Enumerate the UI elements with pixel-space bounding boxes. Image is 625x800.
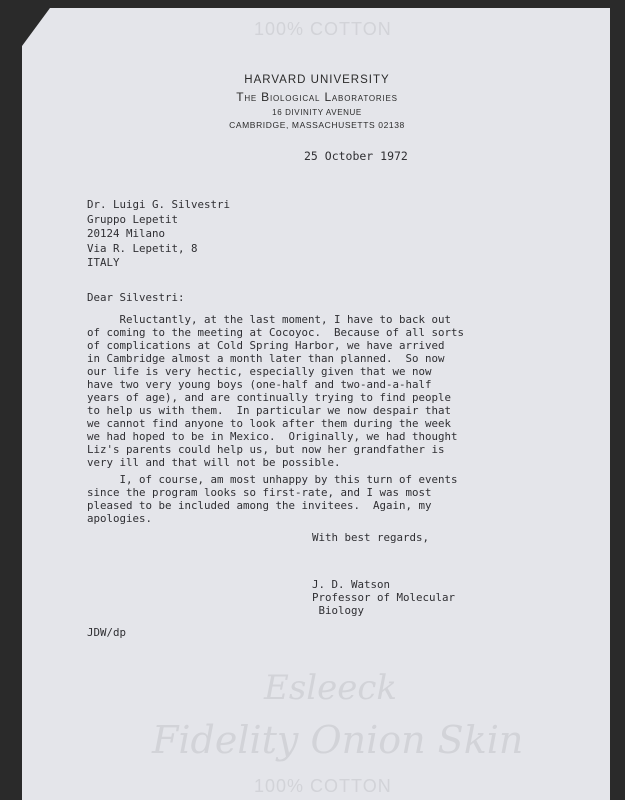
letter-page [22, 8, 610, 800]
body-line: Reluctantly, at the last moment, I have to back out [87, 313, 452, 326]
body-line: we had hoped to be in Mexico. Originally, we had thought [87, 430, 458, 443]
signature-name: J. D. Watson [312, 578, 391, 591]
body-line: since the program looks so first-rate, and I was most [87, 486, 432, 499]
body-line: we cannot find anyone to look after them during the week [87, 417, 452, 430]
body-line: apologies. [87, 512, 153, 525]
body-line: of coming to the meeting at Cocoyoc. Because of all sorts [87, 326, 465, 339]
letterhead-department: The Biological Laboratories [236, 90, 398, 104]
letterhead [192, 74, 442, 130]
body-line: to help us with them. In particular we now despair that [87, 404, 452, 417]
signature-block [312, 578, 455, 617]
body-line: of complications at Cold Spring Harbor, we have arrived [87, 339, 445, 352]
recipient-line: Gruppo Lepetit [87, 212, 179, 226]
watermark-bottom: 100% COTTON [254, 776, 392, 796]
body-line: I, of course, am most unhappy by this turn of events [87, 473, 458, 486]
body-line: have two very young boys (one-half and two-and-a-half [87, 378, 432, 391]
body-paragraph-2 [87, 473, 458, 525]
watermark-product: Fidelity Onion Skin [152, 718, 524, 762]
letterhead-city: CAMBRIDGE, MASSACHUSETTS 02138 [229, 120, 405, 130]
salutation: Dear Silvestri: [87, 291, 185, 304]
body-paragraph-1 [87, 313, 464, 469]
typist-initials: JDW/dp [87, 626, 127, 639]
recipient-line: 20124 Milano [87, 227, 166, 240]
letter-date: 25 October 1972 [304, 149, 408, 163]
signature-title: Biology [312, 604, 365, 617]
letterhead-street: 16 DIVINITY AVENUE [272, 108, 362, 117]
signature-title: Professor of Molecular [312, 591, 456, 604]
body-line: pleased to be included among the invitees. Again, my [87, 499, 432, 512]
recipient-line: Dr. Luigi G. Silvestri [87, 198, 231, 211]
body-line: very ill and that will not be possible. [87, 456, 341, 469]
letterhead-university: HARVARD UNIVERSITY [244, 74, 390, 86]
watermark-brand: Esleeck [264, 668, 398, 708]
closing: With best regards, [312, 531, 430, 544]
body-line: Liz's parents could help us, but now her grandfather is [87, 443, 445, 456]
recipient-line: ITALY [87, 256, 120, 269]
recipient-address [87, 198, 230, 271]
body-line: years of age), and are continually trying to find people [87, 391, 452, 404]
body-line: in Cambridge almost a month later than planned. So now [87, 352, 445, 365]
recipient-line: Via R. Lepetit, 8 [87, 241, 198, 255]
body-line: our life is very hectic, especially given that we now [87, 365, 432, 378]
torn-corner [22, 8, 50, 46]
watermark-top: 100% COTTON [254, 19, 392, 39]
